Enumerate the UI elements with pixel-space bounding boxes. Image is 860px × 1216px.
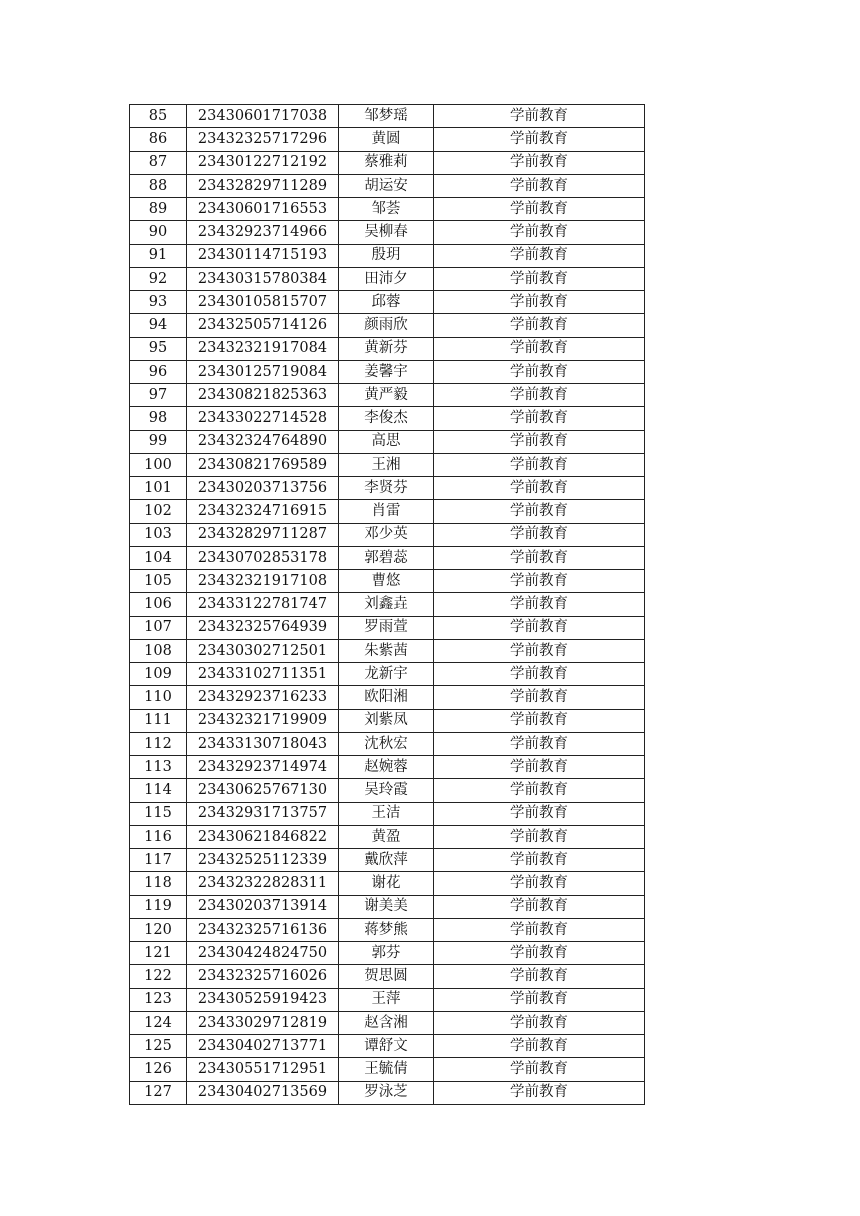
- major-cell: 学前教育: [434, 453, 645, 476]
- student-name-cell: 姜馨宇: [339, 360, 434, 383]
- student-name-cell: 蔡雅莉: [339, 151, 434, 174]
- serial-number-cell: 86: [130, 128, 187, 151]
- table-row: [130, 384, 645, 407]
- major-cell: 学前教育: [434, 198, 645, 221]
- serial-number-cell: 125: [130, 1035, 187, 1058]
- table-row: [130, 639, 645, 662]
- exam-number-cell: 23430105815707: [187, 291, 339, 314]
- exam-number-cell: 23432321917108: [187, 570, 339, 593]
- exam-number-cell: 23430125719084: [187, 360, 339, 383]
- student-name-cell: 邹荟: [339, 198, 434, 221]
- student-name-cell: 黄圆: [339, 128, 434, 151]
- table-row: [130, 709, 645, 732]
- major-cell: 学前教育: [434, 942, 645, 965]
- major-cell: 学前教育: [434, 849, 645, 872]
- major-cell: 学前教育: [434, 314, 645, 337]
- serial-number-cell: 108: [130, 639, 187, 662]
- serial-number-cell: 114: [130, 779, 187, 802]
- major-cell: 学前教育: [434, 221, 645, 244]
- major-cell: 学前教育: [434, 616, 645, 639]
- serial-number-cell: 89: [130, 198, 187, 221]
- serial-number-cell: 121: [130, 942, 187, 965]
- table-row: [130, 198, 645, 221]
- serial-number-cell: 118: [130, 872, 187, 895]
- exam-number-cell: 23433130718043: [187, 732, 339, 755]
- student-name-cell: 蒋梦熊: [339, 918, 434, 941]
- major-cell: 学前教育: [434, 291, 645, 314]
- table-row: [130, 105, 645, 128]
- major-cell: 学前教育: [434, 1011, 645, 1034]
- student-name-cell: 沈秋宏: [339, 732, 434, 755]
- serial-number-cell: 120: [130, 918, 187, 941]
- student-name-cell: 赵含湘: [339, 1011, 434, 1034]
- exam-number-cell: 23433029712819: [187, 1011, 339, 1034]
- student-name-cell: 黄严毅: [339, 384, 434, 407]
- major-cell: 学前教育: [434, 244, 645, 267]
- exam-number-cell: 23433122781747: [187, 593, 339, 616]
- major-cell: 学前教育: [434, 477, 645, 500]
- table-row: [130, 221, 645, 244]
- table-row: [130, 1011, 645, 1034]
- table-row: [130, 732, 645, 755]
- exam-number-cell: 23430424824750: [187, 942, 339, 965]
- table-row: [130, 779, 645, 802]
- exam-number-cell: 23432923714974: [187, 756, 339, 779]
- exam-number-cell: 23430114715193: [187, 244, 339, 267]
- exam-number-cell: 23432931713757: [187, 802, 339, 825]
- serial-number-cell: 122: [130, 965, 187, 988]
- exam-number-cell: 23432324716915: [187, 500, 339, 523]
- student-name-cell: 刘鑫垚: [339, 593, 434, 616]
- major-cell: 学前教育: [434, 988, 645, 1011]
- student-name-cell: 欧阳湘: [339, 686, 434, 709]
- serial-number-cell: 85: [130, 105, 187, 128]
- exam-number-cell: 23432829711289: [187, 174, 339, 197]
- student-name-cell: 龙新宇: [339, 663, 434, 686]
- student-name-cell: 朱紫茜: [339, 639, 434, 662]
- major-cell: 学前教育: [434, 174, 645, 197]
- major-cell: 学前教育: [434, 500, 645, 523]
- exam-number-cell: 23432325716136: [187, 918, 339, 941]
- exam-number-cell: 23432829711287: [187, 523, 339, 546]
- major-cell: 学前教育: [434, 593, 645, 616]
- table-row: [130, 546, 645, 569]
- major-cell: 学前教育: [434, 825, 645, 848]
- table-row: [130, 593, 645, 616]
- major-cell: 学前教育: [434, 639, 645, 662]
- serial-number-cell: 88: [130, 174, 187, 197]
- student-name-cell: 邓少英: [339, 523, 434, 546]
- exam-number-cell: 23432321719909: [187, 709, 339, 732]
- major-cell: 学前教育: [434, 1081, 645, 1104]
- major-cell: 学前教育: [434, 732, 645, 755]
- exam-number-cell: 23430315780384: [187, 267, 339, 290]
- serial-number-cell: 104: [130, 546, 187, 569]
- exam-number-cell: 23430625767130: [187, 779, 339, 802]
- student-name-cell: 罗雨萱: [339, 616, 434, 639]
- major-cell: 学前教育: [434, 570, 645, 593]
- major-cell: 学前教育: [434, 709, 645, 732]
- table-row: [130, 570, 645, 593]
- serial-number-cell: 115: [130, 802, 187, 825]
- serial-number-cell: 110: [130, 686, 187, 709]
- table-row: [130, 849, 645, 872]
- student-name-cell: 王湘: [339, 453, 434, 476]
- major-cell: 学前教育: [434, 546, 645, 569]
- table-row: [130, 825, 645, 848]
- exam-number-cell: 23430821769589: [187, 453, 339, 476]
- student-name-cell: 肖雷: [339, 500, 434, 523]
- exam-number-cell: 23430702853178: [187, 546, 339, 569]
- table-row: [130, 314, 645, 337]
- student-name-cell: 颜雨欣: [339, 314, 434, 337]
- exam-number-cell: 23432321917084: [187, 337, 339, 360]
- exam-number-cell: 23432923716233: [187, 686, 339, 709]
- student-name-cell: 吴玲霞: [339, 779, 434, 802]
- student-name-cell: 郭碧蕊: [339, 546, 434, 569]
- major-cell: 学前教育: [434, 686, 645, 709]
- table-row: [130, 151, 645, 174]
- student-name-cell: 贺思圆: [339, 965, 434, 988]
- student-name-cell: 赵婉蓉: [339, 756, 434, 779]
- table-row: [130, 267, 645, 290]
- exam-number-cell: 23432505714126: [187, 314, 339, 337]
- exam-number-cell: 23432324764890: [187, 430, 339, 453]
- exam-number-cell: 23430621846822: [187, 825, 339, 848]
- table-row: [130, 918, 645, 941]
- major-cell: 学前教育: [434, 267, 645, 290]
- student-name-cell: 殷玥: [339, 244, 434, 267]
- exam-number-cell: 23430601716553: [187, 198, 339, 221]
- table-row: [130, 663, 645, 686]
- table-row: [130, 965, 645, 988]
- student-name-cell: 谢花: [339, 872, 434, 895]
- table-row: [130, 872, 645, 895]
- student-name-cell: 黄盈: [339, 825, 434, 848]
- student-name-cell: 王洁: [339, 802, 434, 825]
- major-cell: 学前教育: [434, 360, 645, 383]
- table-row: [130, 1035, 645, 1058]
- table-row: [130, 477, 645, 500]
- table-row: [130, 802, 645, 825]
- exam-number-cell: 23430601717038: [187, 105, 339, 128]
- major-cell: 学前教育: [434, 523, 645, 546]
- serial-number-cell: 92: [130, 267, 187, 290]
- major-cell: 学前教育: [434, 128, 645, 151]
- student-name-cell: 吴柳春: [339, 221, 434, 244]
- exam-number-cell: 23432325717296: [187, 128, 339, 151]
- table-row: [130, 1058, 645, 1081]
- table-row: [130, 128, 645, 151]
- serial-number-cell: 105: [130, 570, 187, 593]
- serial-number-cell: 111: [130, 709, 187, 732]
- serial-number-cell: 96: [130, 360, 187, 383]
- table-row: [130, 756, 645, 779]
- serial-number-cell: 124: [130, 1011, 187, 1034]
- table-row: [130, 453, 645, 476]
- table-row: [130, 291, 645, 314]
- table-row: [130, 500, 645, 523]
- exam-number-cell: 23432325764939: [187, 616, 339, 639]
- major-cell: 学前教育: [434, 337, 645, 360]
- major-cell: 学前教育: [434, 407, 645, 430]
- major-cell: 学前教育: [434, 384, 645, 407]
- exam-number-cell: 23433102711351: [187, 663, 339, 686]
- table-row: [130, 1081, 645, 1104]
- serial-number-cell: 100: [130, 453, 187, 476]
- table-row: [130, 942, 645, 965]
- student-name-cell: 李贤芬: [339, 477, 434, 500]
- exam-number-cell: 23432923714966: [187, 221, 339, 244]
- serial-number-cell: 112: [130, 732, 187, 755]
- student-name-cell: 李俊杰: [339, 407, 434, 430]
- exam-number-cell: 23430302712501: [187, 639, 339, 662]
- table-row: [130, 895, 645, 918]
- serial-number-cell: 113: [130, 756, 187, 779]
- exam-number-cell: 23433022714528: [187, 407, 339, 430]
- serial-number-cell: 117: [130, 849, 187, 872]
- exam-number-cell: 23432525112339: [187, 849, 339, 872]
- major-cell: 学前教育: [434, 779, 645, 802]
- exam-number-cell: 23432322828311: [187, 872, 339, 895]
- serial-number-cell: 97: [130, 384, 187, 407]
- serial-number-cell: 102: [130, 500, 187, 523]
- student-name-cell: 王毓倩: [339, 1058, 434, 1081]
- student-list-table: [129, 104, 645, 1105]
- major-cell: 学前教育: [434, 1058, 645, 1081]
- exam-number-cell: 23430122712192: [187, 151, 339, 174]
- table-row: [130, 523, 645, 546]
- student-name-cell: 邹梦瑶: [339, 105, 434, 128]
- table-row: [130, 174, 645, 197]
- exam-number-cell: 23430203713756: [187, 477, 339, 500]
- serial-number-cell: 126: [130, 1058, 187, 1081]
- student-name-cell: 谭舒文: [339, 1035, 434, 1058]
- major-cell: 学前教育: [434, 105, 645, 128]
- major-cell: 学前教育: [434, 151, 645, 174]
- student-name-cell: 黄新芬: [339, 337, 434, 360]
- student-name-cell: 谢美美: [339, 895, 434, 918]
- serial-number-cell: 127: [130, 1081, 187, 1104]
- table-row: [130, 616, 645, 639]
- exam-number-cell: 23432325716026: [187, 965, 339, 988]
- serial-number-cell: 94: [130, 314, 187, 337]
- student-name-cell: 邱蓉: [339, 291, 434, 314]
- table-row: [130, 337, 645, 360]
- serial-number-cell: 87: [130, 151, 187, 174]
- student-name-cell: 郭芬: [339, 942, 434, 965]
- major-cell: 学前教育: [434, 918, 645, 941]
- exam-number-cell: 23430402713771: [187, 1035, 339, 1058]
- serial-number-cell: 95: [130, 337, 187, 360]
- table-row: [130, 407, 645, 430]
- table-row: [130, 430, 645, 453]
- student-name-cell: 刘紫凤: [339, 709, 434, 732]
- major-cell: 学前教育: [434, 895, 645, 918]
- table-row: [130, 244, 645, 267]
- serial-number-cell: 99: [130, 430, 187, 453]
- exam-number-cell: 23430551712951: [187, 1058, 339, 1081]
- serial-number-cell: 98: [130, 407, 187, 430]
- student-name-cell: 罗泳芝: [339, 1081, 434, 1104]
- student-name-cell: 戴欣萍: [339, 849, 434, 872]
- table-row: [130, 988, 645, 1011]
- student-name-cell: 高思: [339, 430, 434, 453]
- major-cell: 学前教育: [434, 663, 645, 686]
- exam-number-cell: 23430821825363: [187, 384, 339, 407]
- serial-number-cell: 123: [130, 988, 187, 1011]
- major-cell: 学前教育: [434, 802, 645, 825]
- student-name-cell: 胡运安: [339, 174, 434, 197]
- major-cell: 学前教育: [434, 872, 645, 895]
- table-row: [130, 686, 645, 709]
- serial-number-cell: 109: [130, 663, 187, 686]
- serial-number-cell: 119: [130, 895, 187, 918]
- serial-number-cell: 101: [130, 477, 187, 500]
- student-list-body: [130, 105, 645, 1105]
- serial-number-cell: 116: [130, 825, 187, 848]
- student-name-cell: 曹悠: [339, 570, 434, 593]
- student-name-cell: 田沛夕: [339, 267, 434, 290]
- serial-number-cell: 93: [130, 291, 187, 314]
- major-cell: 学前教育: [434, 1035, 645, 1058]
- major-cell: 学前教育: [434, 965, 645, 988]
- serial-number-cell: 91: [130, 244, 187, 267]
- serial-number-cell: 103: [130, 523, 187, 546]
- major-cell: 学前教育: [434, 756, 645, 779]
- serial-number-cell: 107: [130, 616, 187, 639]
- serial-number-cell: 106: [130, 593, 187, 616]
- table-row: [130, 360, 645, 383]
- student-name-cell: 王萍: [339, 988, 434, 1011]
- exam-number-cell: 23430525919423: [187, 988, 339, 1011]
- exam-number-cell: 23430402713569: [187, 1081, 339, 1104]
- serial-number-cell: 90: [130, 221, 187, 244]
- exam-number-cell: 23430203713914: [187, 895, 339, 918]
- major-cell: 学前教育: [434, 430, 645, 453]
